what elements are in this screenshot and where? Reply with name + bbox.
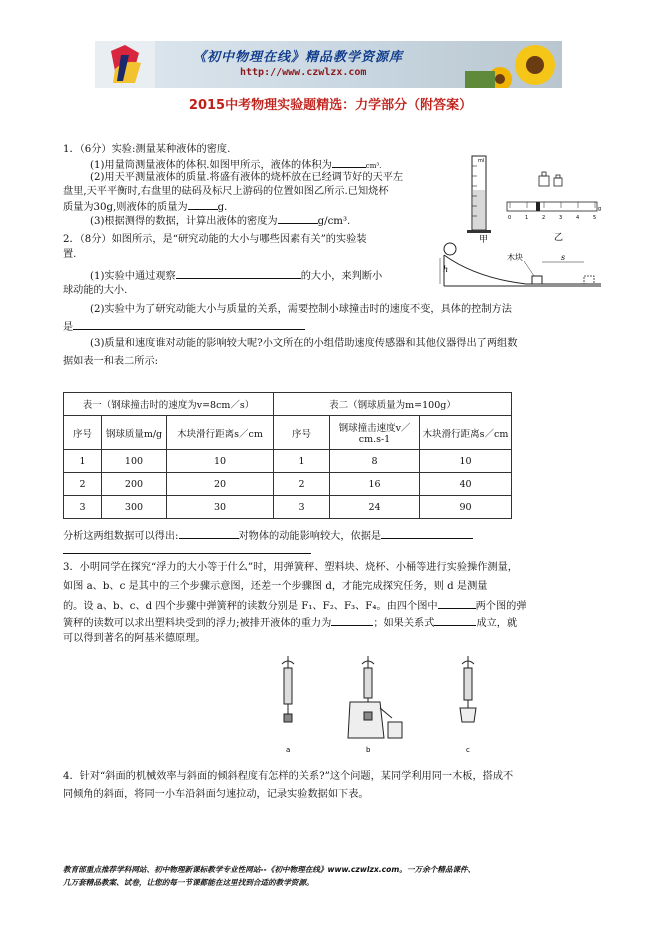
banner-url[interactable]: http://www.czwlzx.com — [240, 67, 367, 78]
ruler-tick-label: 3 — [559, 215, 563, 221]
ruler-tick-label: 2 — [542, 215, 546, 221]
footer-line1: 教育部重点推荐学科网站、初中物理新课标教学专业性网站--《初中物理在线》www.czwlzx.com。一万余个精品课件、 — [63, 865, 476, 874]
t2-col-speed: 钢球撞击速度v／cm.s-1 — [330, 416, 420, 450]
q1-line5: 质量为30g,则液体的质量为 g. — [63, 199, 227, 215]
table-row: 2 200 20 2 16 40 — [64, 473, 512, 496]
label-b: b — [366, 746, 371, 754]
ruler-tick-label: 5 — [593, 215, 597, 221]
ruler-unit: g — [598, 206, 602, 212]
q1-line1: 1．（6分）实验:测量某种液体的密度. — [63, 144, 231, 155]
measuring-cylinder-figure — [462, 152, 502, 244]
spring-scale-a-icon — [282, 656, 294, 722]
spring-scale-c-icon — [460, 656, 476, 722]
q3-line4: 簧秤的读数可以求出塑料块受到的浮力;被排开液体的重力为 ；如果关系式 成立，就 — [63, 615, 517, 631]
q2-line2: 置. — [63, 249, 77, 260]
cylinder-unit: ml — [478, 158, 485, 164]
block-icon — [532, 276, 542, 284]
t1-col-distance: 木块滑行距离s／cm — [167, 416, 274, 450]
q3-line5: 可以得到著名的阿基米德原理。 — [63, 633, 206, 644]
ruler-tick-label: 0 — [508, 215, 512, 221]
q3-line1: 3．小明同学在探究“浮力的大小等于什么”时，用弹簧秤、塑料块、烧杯、小桶等进行实验操作测量， — [63, 562, 518, 573]
header-banner — [95, 41, 562, 88]
analysis-blank-line — [63, 553, 311, 554]
q4-line1: 4．针对“斜面的机械效率与斜面的倾斜程度有怎样的关系?”这个问题，某同学利用同一木板，搭成不 — [63, 771, 514, 782]
page-title: 2015中考物理实验题精选：力学部分（附答案） — [188, 98, 473, 113]
q2-line8: 据如表一和表二所示: — [63, 356, 159, 367]
q2-line3: (1)实验中通过观察 的大小，来判断小 — [90, 268, 382, 284]
q1-line3: (2)用天平测量液体的质量.将盛有液体的烧杯放在已经调节好的天平左 — [90, 172, 404, 183]
fig-s-label: s — [561, 253, 566, 262]
fig-jia-label: 甲 — [479, 235, 489, 244]
ruler-tick-label: 4 — [576, 215, 580, 221]
t1-col-mass: 钢球质量m/g — [102, 416, 167, 450]
q4-line2: 同倾角的斜面，将同一小车沿斜面匀速拉动，记录实验数据如下表。 — [63, 789, 369, 800]
ball-icon — [444, 243, 456, 255]
label-c: c — [466, 746, 470, 754]
weights-icon — [539, 172, 562, 186]
q3-line2: 如图 a、b、c 是其中的三个步骤示意图，还差一个步骤图 d，才能完成探究任务，则 d 是测量 — [63, 581, 488, 592]
footer-line2: 几万套精品教案、试卷，让您的每一节课都能在这里找到合适的教学资源。 — [63, 878, 314, 887]
banner-title: 《初中物理在线》精品教学资源库 — [193, 50, 404, 65]
spring-scale-b-icon — [348, 656, 402, 738]
label-a: a — [286, 746, 291, 754]
q2-line1: 2．（8分）如图所示，是“研究动能的大小与哪些因素有关”的实验装 — [63, 234, 367, 245]
spring-scale-figure — [276, 652, 496, 762]
table2-header: 表二（钢球质量为m=100g） — [274, 393, 512, 416]
q2-line6: 是 — [63, 319, 305, 335]
q1-line4: 盘里,天平平衡时,右盘里的砝码及标尺上游码的位置如图乙所示.已知烧杯 — [63, 186, 389, 197]
fig-block-label: 木块 — [507, 253, 523, 262]
q2-line7: (3)质量和速度谁对动能的影响较大呢?小文所在的小组借助速度传感器和其他仪器得出了两组数 — [90, 338, 518, 349]
fig-h-label: h — [443, 265, 449, 274]
q2-line4: 球动能的大小. — [63, 285, 128, 296]
q2-line5: (2)实验中为了研究动能大小与质量的关系，需要控制小球撞击时的速度不变，具体的控制方法 — [90, 304, 512, 315]
sunflower-icon — [465, 45, 555, 88]
ramp-figure — [436, 238, 606, 292]
table-row: 1 100 10 1 8 10 — [64, 450, 512, 473]
t2-col-distance: 木块滑行距离s／cm — [420, 416, 512, 450]
table1-header: 表一（钢球撞击时的速度为v=8cm／s） — [64, 393, 274, 416]
t1-col-index: 序号 — [64, 416, 102, 450]
footer — [63, 863, 623, 889]
q1-line6: (3)根据测得的数据，计算出液体的密度为 g/cm³. — [90, 213, 350, 229]
q3-line3: 的。设 a、b、c、d 四个步骤中弹簧秤的读数分别是 F₁、F₂、F₃、F₄。由四个图中 两个图的弹 — [63, 598, 527, 614]
table-row: 3 300 30 3 24 90 — [64, 496, 512, 519]
ruler-tick-label: 1 — [525, 215, 529, 221]
q1-line2: (1)用量筒测量液体的体积.如图甲所示，液体的体积为 cm³. — [90, 157, 381, 173]
fig-yi-label: 乙 — [554, 233, 564, 243]
analysis-line: 分析这两组数据可以得出: 对物体的动能影响较大，依据是 — [63, 528, 473, 544]
t2-col-index: 序号 — [274, 416, 330, 450]
rider-marker — [536, 202, 540, 211]
data-table — [63, 392, 512, 519]
balance-ruler-figure — [502, 168, 602, 246]
